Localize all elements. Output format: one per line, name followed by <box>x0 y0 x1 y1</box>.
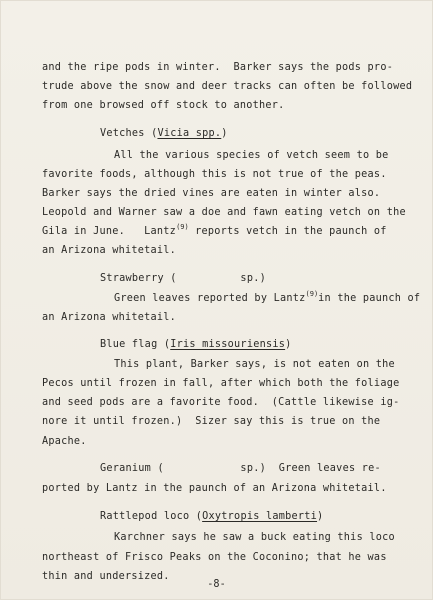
text-line: nore it until frozen.) Sizer say this is true on the <box>42 416 381 427</box>
text-line: Leopold and Warner saw a doe and fawn eating vetch on the <box>42 207 406 218</box>
text-line: and the ripe pods in winter. Barker says the pods pro- <box>42 62 394 73</box>
text-line: northeast of Frisco Peaks on the Coconino; that he was <box>42 552 387 563</box>
text-line: Gila in June. Lantz$^{(9)}$ reports vetch in the paunch of <box>42 223 387 237</box>
section-heading-rattlepod-loco: Rattlepod loco (Oxytropis lamberti) <box>100 511 324 522</box>
text-line: thin and undersized. <box>42 571 170 582</box>
section-heading-strawberry: Strawberry ( sp.) <box>100 273 266 284</box>
text-line: Apache. <box>42 436 87 447</box>
text-line: favorite foods, although this is not true of the peas. <box>42 169 387 180</box>
text-line: This plant, Barker says, is not eaten on the <box>114 359 395 370</box>
text-line: and seed pods are a favorite food. (Cattle likewise ig- <box>42 397 400 408</box>
text-line: All the various species of vetch seem to be <box>114 150 389 161</box>
text-line: Barker says the dried vines are eaten in winter also. <box>42 188 381 199</box>
text-line: an Arizona whitetail. <box>42 245 177 256</box>
section-heading-vetches: Vetches (Vicia spp.) <box>100 128 228 139</box>
text-line: Green leaves reported by Lantz$^{(9)}$in the paunch of <box>114 290 421 304</box>
text-line: an Arizona whitetail. <box>42 312 177 323</box>
page-number: -8- <box>207 579 226 590</box>
section-heading-blue-flag: Blue flag (Iris missouriensis) <box>100 339 292 350</box>
text-line: Karchner says he saw a buck eating this loco <box>114 532 395 543</box>
text-line: Pecos until frozen in fall, after which both the foliage <box>42 378 400 389</box>
text-line: trude above the snow and deer tracks can often be followed <box>42 81 413 92</box>
section-heading-geranium: Geranium ( sp.) Green leaves re- <box>100 463 381 474</box>
text-line: ported by Lantz in the paunch of an Arizona whitetail. <box>42 483 387 494</box>
text-line: from one browsed off stock to another. <box>42 100 285 111</box>
